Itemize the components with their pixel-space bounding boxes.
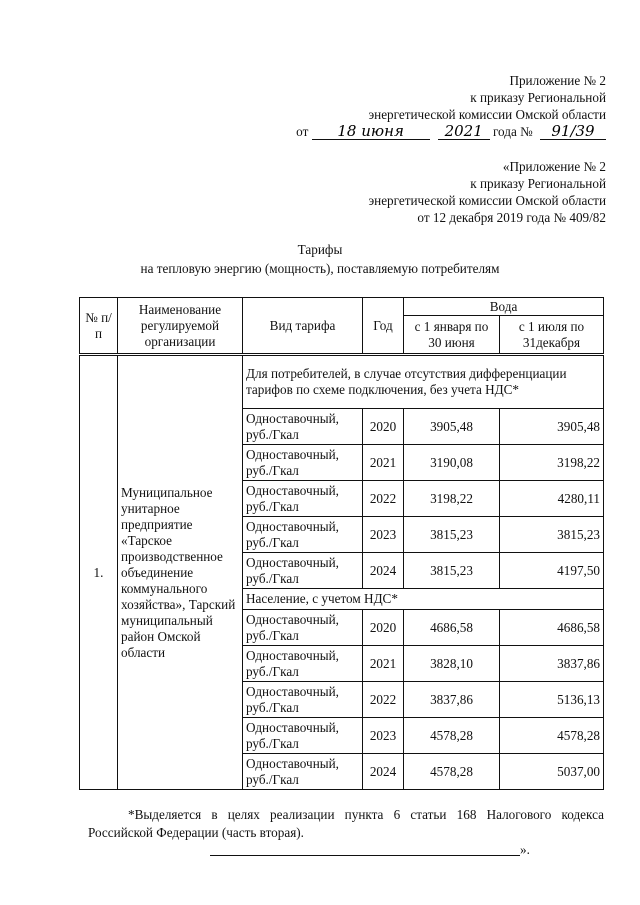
quoted-appendix-title: «Приложение № 2 [502, 159, 606, 174]
quoted-order-line: к приказу Региональной [470, 176, 606, 191]
header-period-2: с 1 июля по 31декабря [500, 316, 604, 355]
tariff-type: Одноставочный, руб./Гкал [243, 517, 363, 553]
year: 2020 [363, 610, 404, 646]
tariff-type: Одноставочный, руб./Гкал [243, 553, 363, 589]
row-number: 1. [80, 355, 118, 790]
value-h2: 3815,23 [500, 517, 604, 553]
appendix-date-line [296, 123, 606, 140]
year-number-label: года № [492, 124, 533, 139]
tariff-table [79, 297, 604, 790]
quoted-date-line: от 12 декабря 2019 года № 409/82 [417, 210, 606, 225]
year: 2023 [363, 718, 404, 754]
value-h1: 3828,10 [404, 646, 500, 682]
header-water: Вода [404, 298, 604, 316]
title-subtitle: на тепловую энергию (мощность), поставляемую потребителям [140, 261, 500, 276]
value-h1: 4686,58 [404, 610, 500, 646]
tariff-type: Одноставочный, руб./Гкал [243, 445, 363, 481]
group-title: Для потребителей, в случае отсутствия дифференциации тарифов по схеме подключения, без учета НДС* [243, 355, 604, 409]
year: 2022 [363, 481, 404, 517]
appendix-order-line: к приказу Региональной [470, 90, 606, 105]
year: 2024 [363, 553, 404, 589]
value-h2: 4197,50 [500, 553, 604, 589]
value-h2: 4686,58 [500, 610, 604, 646]
appendix-header [296, 72, 606, 140]
tariff-type: Одноставочный, руб./Гкал [243, 481, 363, 517]
value-h1: 4578,28 [404, 754, 500, 790]
header-year: Год [363, 298, 404, 355]
value-h1: 3837,86 [404, 682, 500, 718]
header-tariff-type: Вид тарифа [243, 298, 363, 355]
value-h2: 4578,28 [500, 718, 604, 754]
quoted-appendix-header [368, 158, 606, 226]
tariff-type: Одноставочный, руб./Гкал [243, 718, 363, 754]
value-h1: 3198,22 [404, 481, 500, 517]
value-h1: 3905,48 [404, 409, 500, 445]
footnote [88, 806, 604, 842]
from-label: от [296, 124, 309, 139]
tariff-type: Одноставочный, руб./Гкал [243, 646, 363, 682]
value-h2: 4280,11 [500, 481, 604, 517]
appendix-commission-line: энергетической комиссии Омской области [368, 107, 606, 122]
group-title: Население, с учетом НДС* [243, 589, 604, 610]
year: 2024 [363, 754, 404, 790]
value-h2: 5136,13 [500, 682, 604, 718]
tariff-type: Одноставочный, руб./Гкал [243, 682, 363, 718]
tariff-type: Одноставочный, руб./Гкал [243, 754, 363, 790]
year: 2020 [363, 409, 404, 445]
quoted-commission-line: энергетической комиссии Омской области [368, 193, 606, 208]
year: 2021 [363, 646, 404, 682]
value-h2: 3905,48 [500, 409, 604, 445]
title-main: Тарифы [297, 242, 343, 257]
header-period-1: с 1 января по 30 июня [404, 316, 500, 355]
value-h2: 3198,22 [500, 445, 604, 481]
value-h1: 3815,23 [404, 517, 500, 553]
closing-divider [210, 843, 520, 856]
value-h1: 4578,28 [404, 718, 500, 754]
year: 2022 [363, 682, 404, 718]
header-num: № п/п [80, 298, 118, 355]
handwritten-date: 18 июня [312, 124, 430, 140]
year: 2023 [363, 517, 404, 553]
header-organization: Наименование регулируемой организации [118, 298, 243, 355]
value-h2: 3837,86 [500, 646, 604, 682]
organization-name: Муниципальное унитарное предприятие «Тарское производственное объединение коммунального хозяйства», Тарский муниципальный район Омской области [118, 355, 243, 790]
closing-quote: ». [520, 842, 530, 857]
value-h1: 3190,08 [404, 445, 500, 481]
handwritten-year: 2021 [438, 124, 490, 140]
value-h1: 3815,23 [404, 553, 500, 589]
appendix-title: Приложение № 2 [509, 73, 606, 88]
handwritten-order-number: 91/39 [540, 124, 606, 140]
document-title [0, 240, 640, 278]
footnote-text: *Выделяется в целях реализации пункта 6 статьи 168 Налогового кодекса Российской Федерации (часть вторая). [88, 807, 604, 840]
year: 2021 [363, 445, 404, 481]
value-h2: 5037,00 [500, 754, 604, 790]
tariff-type: Одноставочный, руб./Гкал [243, 409, 363, 445]
tariff-type: Одноставочный, руб./Гкал [243, 610, 363, 646]
